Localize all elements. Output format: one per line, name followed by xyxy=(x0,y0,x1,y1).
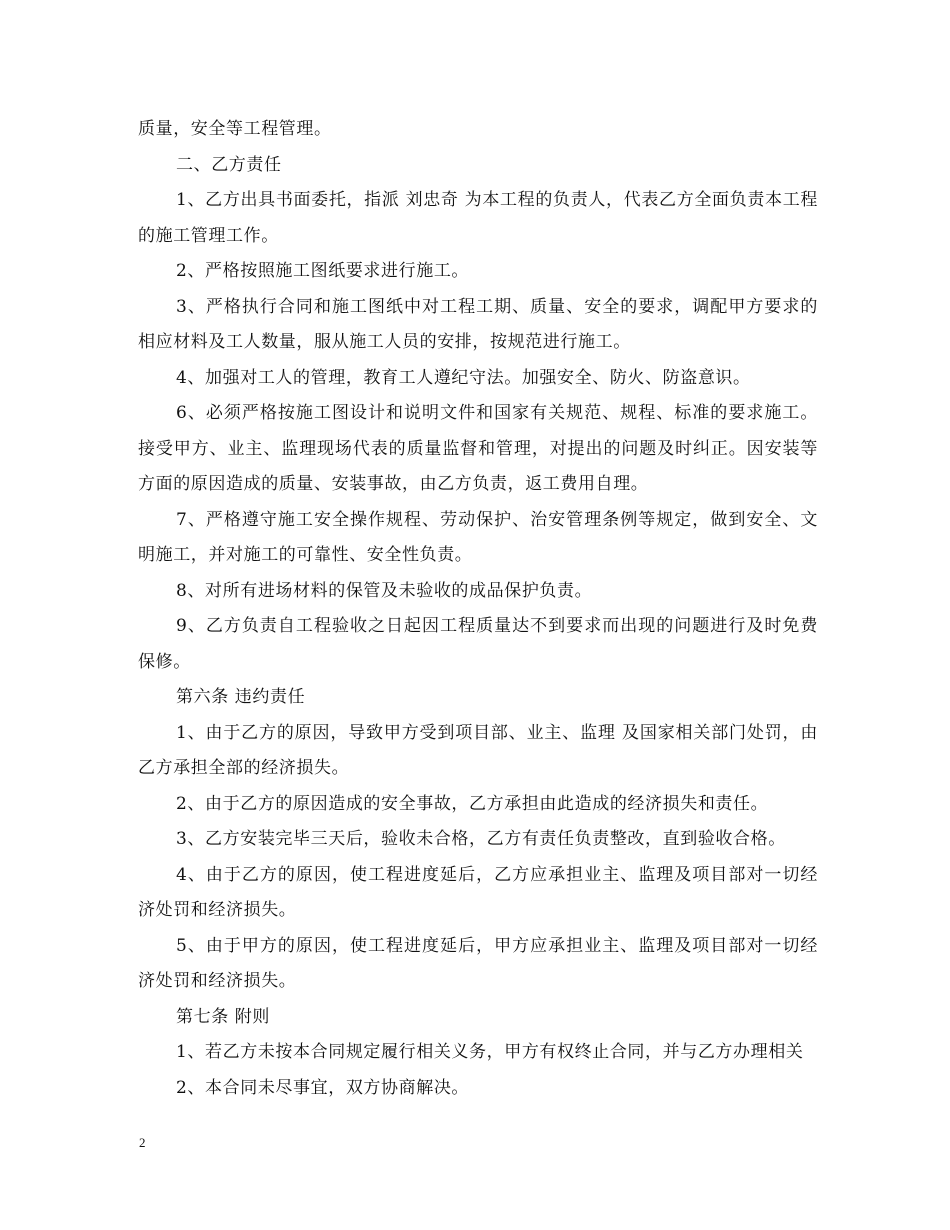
paragraph: 5、由于甲方的原因，使工程进度延后，甲方应承担业主、监理及项目部对一切经济处罚和经济损失。 xyxy=(138,935,818,991)
paragraph: 4、加强对工人的管理，教育工人遵纪守法。加强安全、防火、防盗意识。 xyxy=(176,367,751,388)
paragraph: 1、若乙方未按本合同规定履行相关义务，甲方有权终止合同，并与乙方办理相关 xyxy=(176,1042,804,1062)
paragraph: 8、对所有进场材料的保管及未验收的成品保护负责。 xyxy=(176,580,593,601)
paragraph: 1、由于乙方的原因，导致甲方受到项目部、业主、监理 及国家相关部门处罚，由乙方承担全部的经济损失。 xyxy=(138,722,818,778)
paragraph: 质量，安全等工程管理。 xyxy=(138,119,332,139)
paragraph: 3、乙方安装完毕三天后，验收未合格，乙方有责任负责整改，直到验收合格。 xyxy=(176,829,786,849)
paragraph: 6、必须严格按施工图设计和说明文件和国家有关规范、规程、标准的要求施工。接受甲方、业主、监理现场代表的质量监督和管理，对提出的问题及时纠正。因安装等方面的原因造成的质量、安装事故，由乙方负责，返工费用自理。 xyxy=(138,403,818,494)
paragraph: 4、由于乙方的原因，使工程进度延后，乙方应承担业主、监理及项目部对一切经济处罚和经济损失。 xyxy=(138,864,818,920)
paragraph: 2、由于乙方的原因造成的安全事故，乙方承担由此造成的经济损失和责任。 xyxy=(176,793,769,814)
section-heading-party-b-responsibility: 二、乙方责任 xyxy=(176,154,282,175)
paragraph: 7、严格遵守施工安全操作规程、劳动保护、治安管理条例等规定，做到安全、文明施工，并对施工的可靠性、安全性负责。 xyxy=(138,509,818,565)
paragraph: 1、乙方出具书面委托，指派 刘忠奇 为本工程的负责人，代表乙方全面负责本工程的施工管理工作。 xyxy=(138,190,818,246)
document-body xyxy=(138,112,818,1106)
paragraph: 2、严格按照施工图纸要求进行施工。 xyxy=(176,261,470,281)
page-number: 2 xyxy=(139,1135,146,1150)
section-heading-article-7: 第七条 附则 xyxy=(176,1006,271,1027)
paragraph: 3、严格执行合同和施工图纸中对工程工期、质量、安全的要求，调配甲方要求的相应材料及工人数量，服从施工人员的安排，按规范进行施工。 xyxy=(138,296,818,352)
section-heading-article-6: 第六条 违约责任 xyxy=(176,687,306,707)
paragraph: 2、本合同未尽事宜，双方协商解决。 xyxy=(176,1077,470,1098)
paragraph: 9、乙方负责自工程验收之日起因工程质量达不到要求而出现的问题进行及时免费保修。 xyxy=(138,616,818,672)
